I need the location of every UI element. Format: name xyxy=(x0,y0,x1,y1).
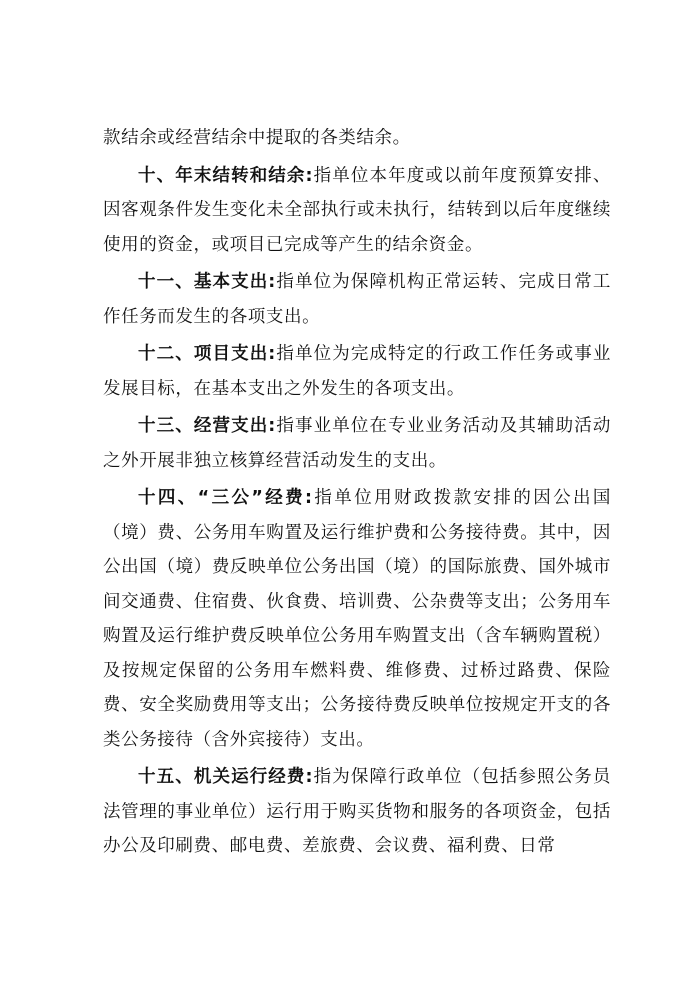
paragraph-text: 指单位本年度或以前年度预算安排、因客观条件发生变化未全部执行或未执行，结转到以后年度继续使用的资金，或项目已完成等产生的结余资金。 xyxy=(103,165,611,255)
term-heading: 十五、机关运行经费: xyxy=(138,767,314,787)
term-heading: 十四、“三公”经费: xyxy=(138,488,313,508)
paragraph-text: 指事业单位在专业业务活动及其辅助活动之外开展非独立核算经营活动发生的支出。 xyxy=(103,416,611,471)
paragraph-text: 指单位为保障机构正常运转、完成日常工作任务而发生的各项支出。 xyxy=(103,272,611,327)
paragraph-year-end-carryover xyxy=(103,159,611,263)
term-heading: 十三、经营支出: xyxy=(138,416,276,436)
paragraph-project-expenditure xyxy=(103,337,611,406)
paragraph-basic-expenditure xyxy=(103,265,611,334)
paragraph-text: 款结余或经营结余中提取的各类结余。 xyxy=(103,128,411,148)
term-heading: 十一、基本支出: xyxy=(138,272,276,292)
term-heading: 十、年末结转和结余: xyxy=(138,165,314,186)
document-body xyxy=(103,121,611,867)
paragraph-agency-operating-funds xyxy=(103,760,611,864)
term-heading: 十二、项目支出: xyxy=(138,344,276,364)
paragraph-text: 指单位用财政拨款安排的因公出国（境）费、公务用车购置及运行维护费和公务接待费。其中，因公出国（境）费反映单位公务出国（境）的国际旅费、国外城市间交通费、住宿费、伙食费、培训费、公杂费等支出；公务用车购置及运行维护费反映单位公务用车购置支出（含车辆购置税）及按规定保留的公务用车燃料费、维修费、过桥过路费、保险费、安全奖励费用等支出；公务接待费反映单位按规定开支的各类公务接待（含外宾接待）支出。 xyxy=(103,488,611,750)
paragraph-three-public-expenses xyxy=(103,481,611,757)
paragraph-continuation xyxy=(103,121,611,156)
paragraph-operating-expenditure xyxy=(103,409,611,478)
paragraph-text: 指单位为完成特定的行政工作任务或事业发展目标，在基本支出之外发生的各项支出。 xyxy=(103,344,611,399)
paragraph-text: 指为保障行政单位（包括参照公务员法管理的事业单位）运行用于购买货物和服务的各项资金，包括办公及印刷费、邮电费、差旅费、会议费、福利费、日常 xyxy=(103,767,611,856)
